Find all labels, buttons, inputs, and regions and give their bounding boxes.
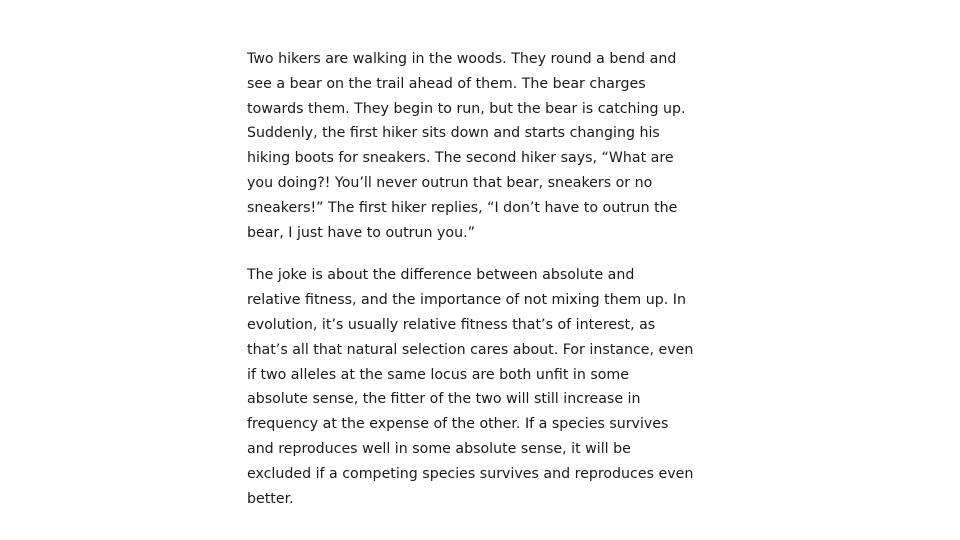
text-line: you doing?! You’ll never outrun that bear, sneakers or no bbox=[247, 174, 653, 191]
text-line: frequency at the expense of the other. If a species survives bbox=[247, 416, 669, 433]
text-line: excluded if a competing species survives and reproduces even bbox=[247, 465, 694, 482]
text-line: Two hikers are walking in the woods. They round a bend and bbox=[247, 51, 677, 67]
text-line: absolute sense, the fitter of the two will still increase in bbox=[247, 391, 641, 408]
text-line: better. bbox=[247, 490, 294, 507]
joke-paragraph bbox=[247, 47, 727, 245]
text-line: see a bear on the trail ahead of them. The bear charges bbox=[247, 75, 646, 92]
text-line: bear, I just have to outrun you.” bbox=[247, 224, 475, 241]
text-line: evolution, it’s usually relative fitness that’s of interest, as bbox=[247, 316, 656, 333]
text-line: relative fitness, and the importance of not mixing them up. In bbox=[247, 292, 686, 309]
text-line: and reproduces well in some absolute sense, it will be bbox=[247, 440, 631, 457]
text-line: sneakers!” The first hiker replies, “I don’t have to outrun the bbox=[247, 199, 678, 216]
text-line: hiking boots for sneakers. The second hiker says, “What are bbox=[247, 150, 674, 167]
text-line: if two alleles at the same locus are both unfit in some bbox=[247, 366, 629, 383]
text-line: The joke is about the difference between absolute and bbox=[247, 267, 635, 284]
explanation-paragraph bbox=[247, 263, 727, 511]
text-line: that’s all that natural selection cares about. For instance, even bbox=[247, 341, 694, 358]
text-block bbox=[247, 47, 727, 511]
text-line: Suddenly, the first hiker sits down and starts changing his bbox=[247, 125, 660, 142]
text-line: towards them. They begin to run, but the bear is catching up. bbox=[247, 100, 686, 117]
